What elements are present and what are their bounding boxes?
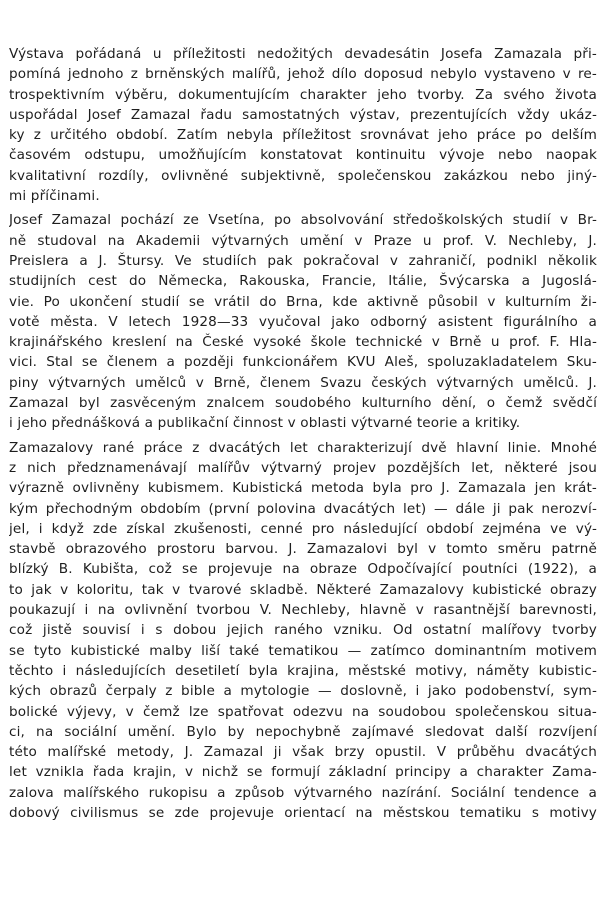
paragraph-exhibition — [9, 44, 597, 206]
text-line: bolické výjevy, v čemž lze spatřovat odezvu na soudobou společenskou situa- — [9, 703, 597, 720]
text-line: poukazují i na ovlivnění tvorbou V. Nechleby, hlavně v rasantnější barevnosti, — [9, 602, 597, 619]
text-line: Josef Zamazal pochází ze Vsetína, po absolvování středoškolských studií v Br- — [9, 212, 597, 229]
text-line: piny výtvarných umělců v Brně, členem Svazu českých výtvarných umělců. J. — [9, 374, 597, 391]
text-line: těchto i následujících desetiletí byla krajina, městské motivy, náměty kubistic- — [9, 662, 597, 679]
text-line: kvalitativní rozdíly, ovlivněné subjektivně, společenskou zakázkou nebo jiný- — [9, 167, 597, 184]
text-line: výrazně ovlivněny kubismem. Kubistická metoda byla pro J. Zamazala jen krát- — [9, 480, 597, 497]
text-line: časovém odstupu, umožňujícím konstatovat kontinuitu vývoje nebo naopak — [9, 147, 597, 164]
text-line: pomíná jednoho z brněnských malířů, jehož dílo doposud nebylo vystaveno v re- — [9, 66, 597, 83]
text-line: votě města. V letech 1928—33 vyučoval jako odborný asistent figurálního a — [9, 313, 597, 330]
text-line: let vznikla řada krajin, v nichž se formují základní principy a charakter Zama- — [9, 764, 597, 781]
text-line: to jak v koloritu, tak v tvarové skladbě. Některé Zamazalovy kubistické obrazy — [9, 581, 597, 598]
text-line: se tyto kubistické malby liší také tematikou — zatímco dominantním motivem — [9, 642, 597, 659]
text-line: této malířské metody, J. Zamazal ji však brzy opustil. V průběhu dvacátých — [9, 744, 597, 761]
text-line: trospektivním výběru, dokumentujícím charakter jeho tvorby. Za svého života — [9, 86, 597, 103]
text-line: i jeho přednášková a publikační činnost v oblasti výtvarné teorie a kritiky. — [9, 415, 521, 432]
text-line: ky z určitého období. Zatím nebyla příležitost srovnávat jeho práce po delším — [9, 127, 597, 144]
text-line: Zamazal byl zasvěceným znalcem soudobého kulturního dění, o čemž svědčí — [9, 395, 597, 412]
text-line: stavbě obrazového prostoru barvou. J. Zamazalovi byl v tomto směru patrně — [9, 541, 597, 558]
text-line: studijních cest do Německa, Rakouska, Francie, Itálie, Švýcarska a Jugoslá- — [9, 273, 597, 290]
text-line: Preislera a J. Štursy. Ve studiích pak pokračoval v zahraničí, podnikl několik — [9, 252, 597, 269]
text-line: mi příčinami. — [9, 188, 100, 205]
text-line: zalova malířského rukopisu a způsob výtvarného nazírání. Sociální tendence a — [9, 784, 597, 801]
text-line: Výstava pořádaná u příležitosti nedožitých devadesátin Josefa Zamazala při- — [9, 46, 597, 62]
paragraph-early-works — [9, 438, 597, 824]
text-line: což jistě souvisí i s dobou jejich raného vzniku. Od ostatní malířovy tvorby — [9, 622, 597, 639]
document-page — [9, 44, 597, 827]
text-line: blízký B. Kubišta, což se projevuje na obraze Odpočívající poutníci (1922), a — [9, 561, 597, 578]
text-line: ci, na sociální umění. Bylo by nepochybně zajímavé sledovat další rozvíjení — [9, 723, 597, 740]
text-line: kých obrazů čerpaly z bible a mytologie — doslovně, i jako podobenství, sym- — [9, 683, 597, 700]
text-line: vie. Po ukončení studií se vrátil do Brna, kde aktivně působil v kulturním ži- — [9, 293, 597, 310]
text-line: kým přechodným obdobím (první polovina dvacátých let) — dále ji pak nerozví- — [9, 500, 597, 517]
text-line: krajinářského kreslení na České vysoké škole technické v Brně u prof. F. Hla- — [9, 334, 597, 351]
paragraph-biography — [9, 210, 597, 433]
text-line: dobový civilismus se zde projevuje orientací na městskou tematiku s motivy — [9, 804, 597, 821]
text-line: z nich předznamenávají malířův výtvarný projev pozdějších let, některé jsou — [9, 459, 597, 476]
text-line: vici. Stal se členem a později funkcionářem KVU Aleš, spoluzakladatelem Sku- — [9, 354, 597, 371]
text-line: Zamazalovy rané práce z dvacátých let charakterizují dvě hlavní linie. Mnohé — [9, 439, 597, 456]
text-line: jel, i když zde získal zkušenosti, cenné pro následující období zejména ve vý- — [9, 520, 597, 537]
text-line: ně studoval na Akademii výtvarných umění v Praze u prof. V. Nechleby, J. — [9, 232, 597, 249]
text-line: uspořádal Josef Zamazal řadu samostatných výstav, prezentujících vždy ukáz- — [9, 106, 597, 123]
